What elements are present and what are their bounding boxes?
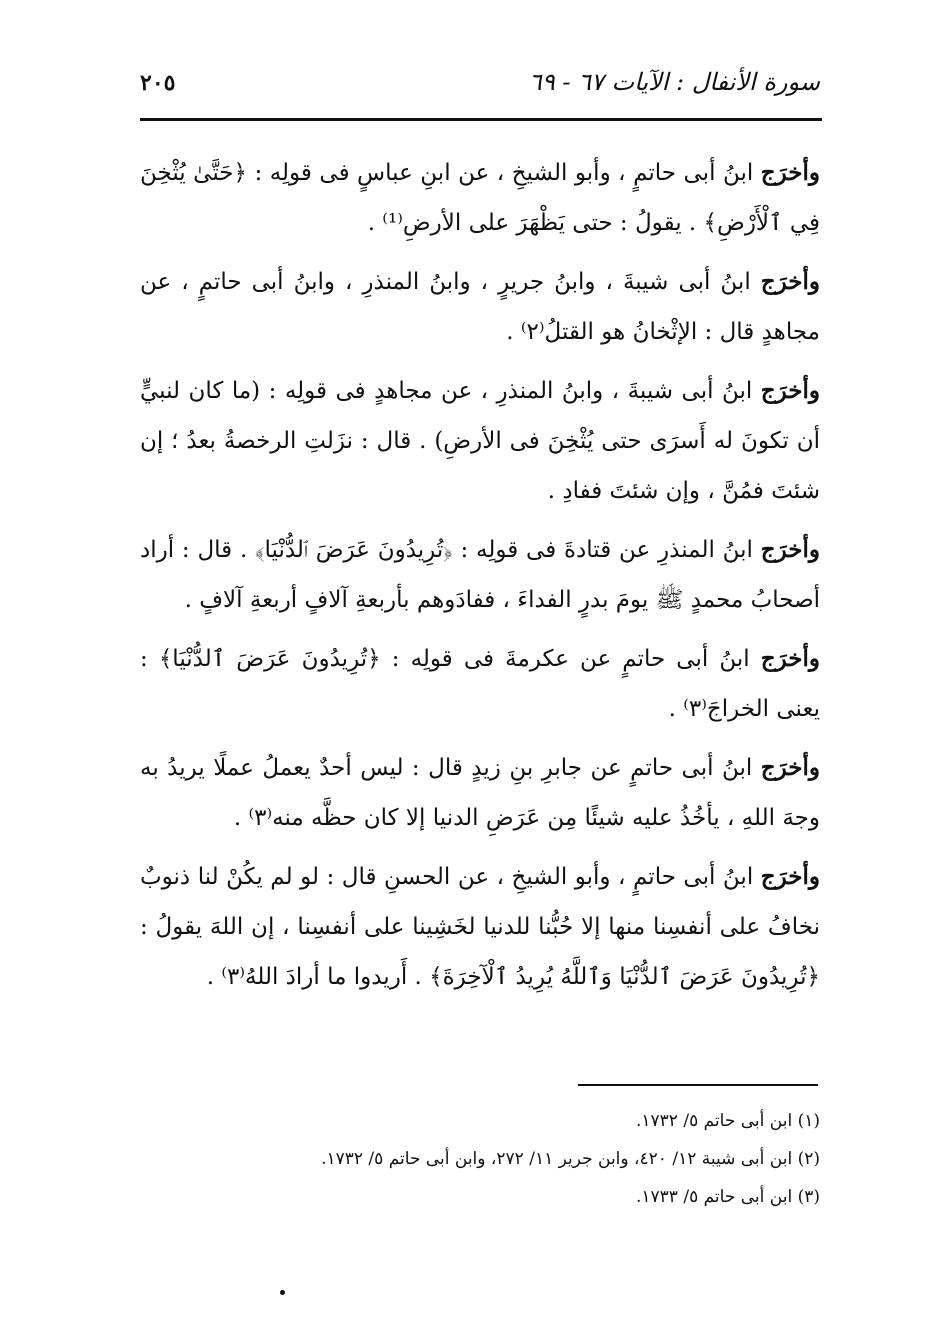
header-rule [140,118,822,121]
paragraph [140,634,820,734]
paragraph-text: ابنُ أبى شيبةَ ، وابنُ المنذرِ ، عن مجاهدٍ فى قولِه : (ما كان لنبيٍّ أن تكونَ له أَسرَى حتى يُثْخِنَ فى الأرضِ) . قال : نزَلتِ الرخصةُ بعدُ ؛ إن شئتَ فمُنَّ ، وإن شئتَ ففادِ . [140,378,820,504]
paragraph-text: ابنُ أبى حاتمٍ عن جابرِ بنِ زيدٍ قال : ليس أحدٌ يعملُ عملًا يريدُ به وجهَ اللهِ ، يأخُذُ عليه شيئًا مِن عَرَضِ الدنيا إلا كان حظَّه منه⁽٣⁾ . [140,755,820,831]
paragraph-lead: وأخرَج [760,645,820,672]
footnote: (٢) ابن أبى شيبة ١٢/ ٤٢٠، وابن جرير ١١/ ٢٧٢، وابن أبى حاتم ٥/ ١٧٣٢. [321,1149,820,1169]
paragraph-text: ابنُ أبى حاتمٍ ، وأبو الشيخِ ، عن الحسنِ قال : لو لم يكُنْ لنا ذنوبٌ نخافُ على أنفسِنا منها إلا حُبُّنا للدنيا لخَشِينا على أنفسِنا ، إن اللهَ يقولُ : ﴿تُرِيدُونَ عَرَضَ ٱلدُّنْيَا وَٱللَّهُ يُرِيدُ ٱلْآخِرَةَ﴾ . أَريدوا ما أرادَ اللهُ⁽٣⁾ . [140,864,820,990]
paragraph [140,366,820,516]
footnotes [140,1102,820,1216]
paragraph [140,525,820,625]
paragraph [140,852,820,1002]
paragraph-lead: وأخرَج [760,754,820,781]
main-text [140,148,820,1011]
running-head: سورة الأنفال : الآيات ٦٧ - ٦٩ [528,68,820,96]
paragraph-text: ابنُ أبى حاتمٍ ، وأبو الشيخِ ، عن ابنِ عباسٍ فى قولِه : ﴿حَتَّىٰ يُثْخِنَ فِي ٱلْأَرْضِ﴾ . يقولُ : حتى يَظْهَرَ على الأرضِ⁽¹⁾ . [140,160,820,236]
paragraph [140,257,820,357]
paragraph-lead: وأخرَج [760,536,820,563]
paragraph-lead: وأخرَج [760,268,820,295]
paragraph-text: ابنُ المنذرِ عن قتادةَ فى قولِه : ﴿تُرِيدُونَ عَرَضَ ٱلدُّنْيَا﴾ . قال : أراد أصحابُ محمدٍ ﷺ يومَ بدرٍ الفداءَ ، ففادَوهم بأربعةِ آلافٍ أربعةِ آلافٍ . [140,537,820,613]
page-number: ٢٠٥ [140,70,176,96]
paragraph-lead: وأخرَج [760,863,820,890]
paragraph [140,148,820,248]
page-header [140,62,820,112]
footnote: (٣) ابن أبى حاتم ٥/ ١٧٣٣. [635,1187,820,1207]
paragraph-lead: وأخرَج [760,377,820,404]
paragraph-lead: وأخرَج [760,159,820,186]
ink-dot [280,1290,285,1295]
paragraph-text: ابنُ أبى شيبةَ ، وابنُ جريرٍ ، وابنُ المنذرِ ، وابنُ أبى حاتمٍ ، عن مجاهدٍ قال : الإثْخانُ هو القتلُ⁽٢⁾ . [140,269,820,345]
footnote-rule [578,1084,818,1086]
footnote: (١) ابن أبى حاتم ٥/ ١٧٣٢. [635,1111,820,1131]
paragraph [140,743,820,843]
paragraph-text: ابنُ أبى حاتمٍ عن عكرمةَ فى قولِه : ﴿تُرِيدُونَ عَرَضَ ٱلدُّنْيَا﴾ : يعنى الخراجَ⁽٣⁾ . [140,646,820,722]
